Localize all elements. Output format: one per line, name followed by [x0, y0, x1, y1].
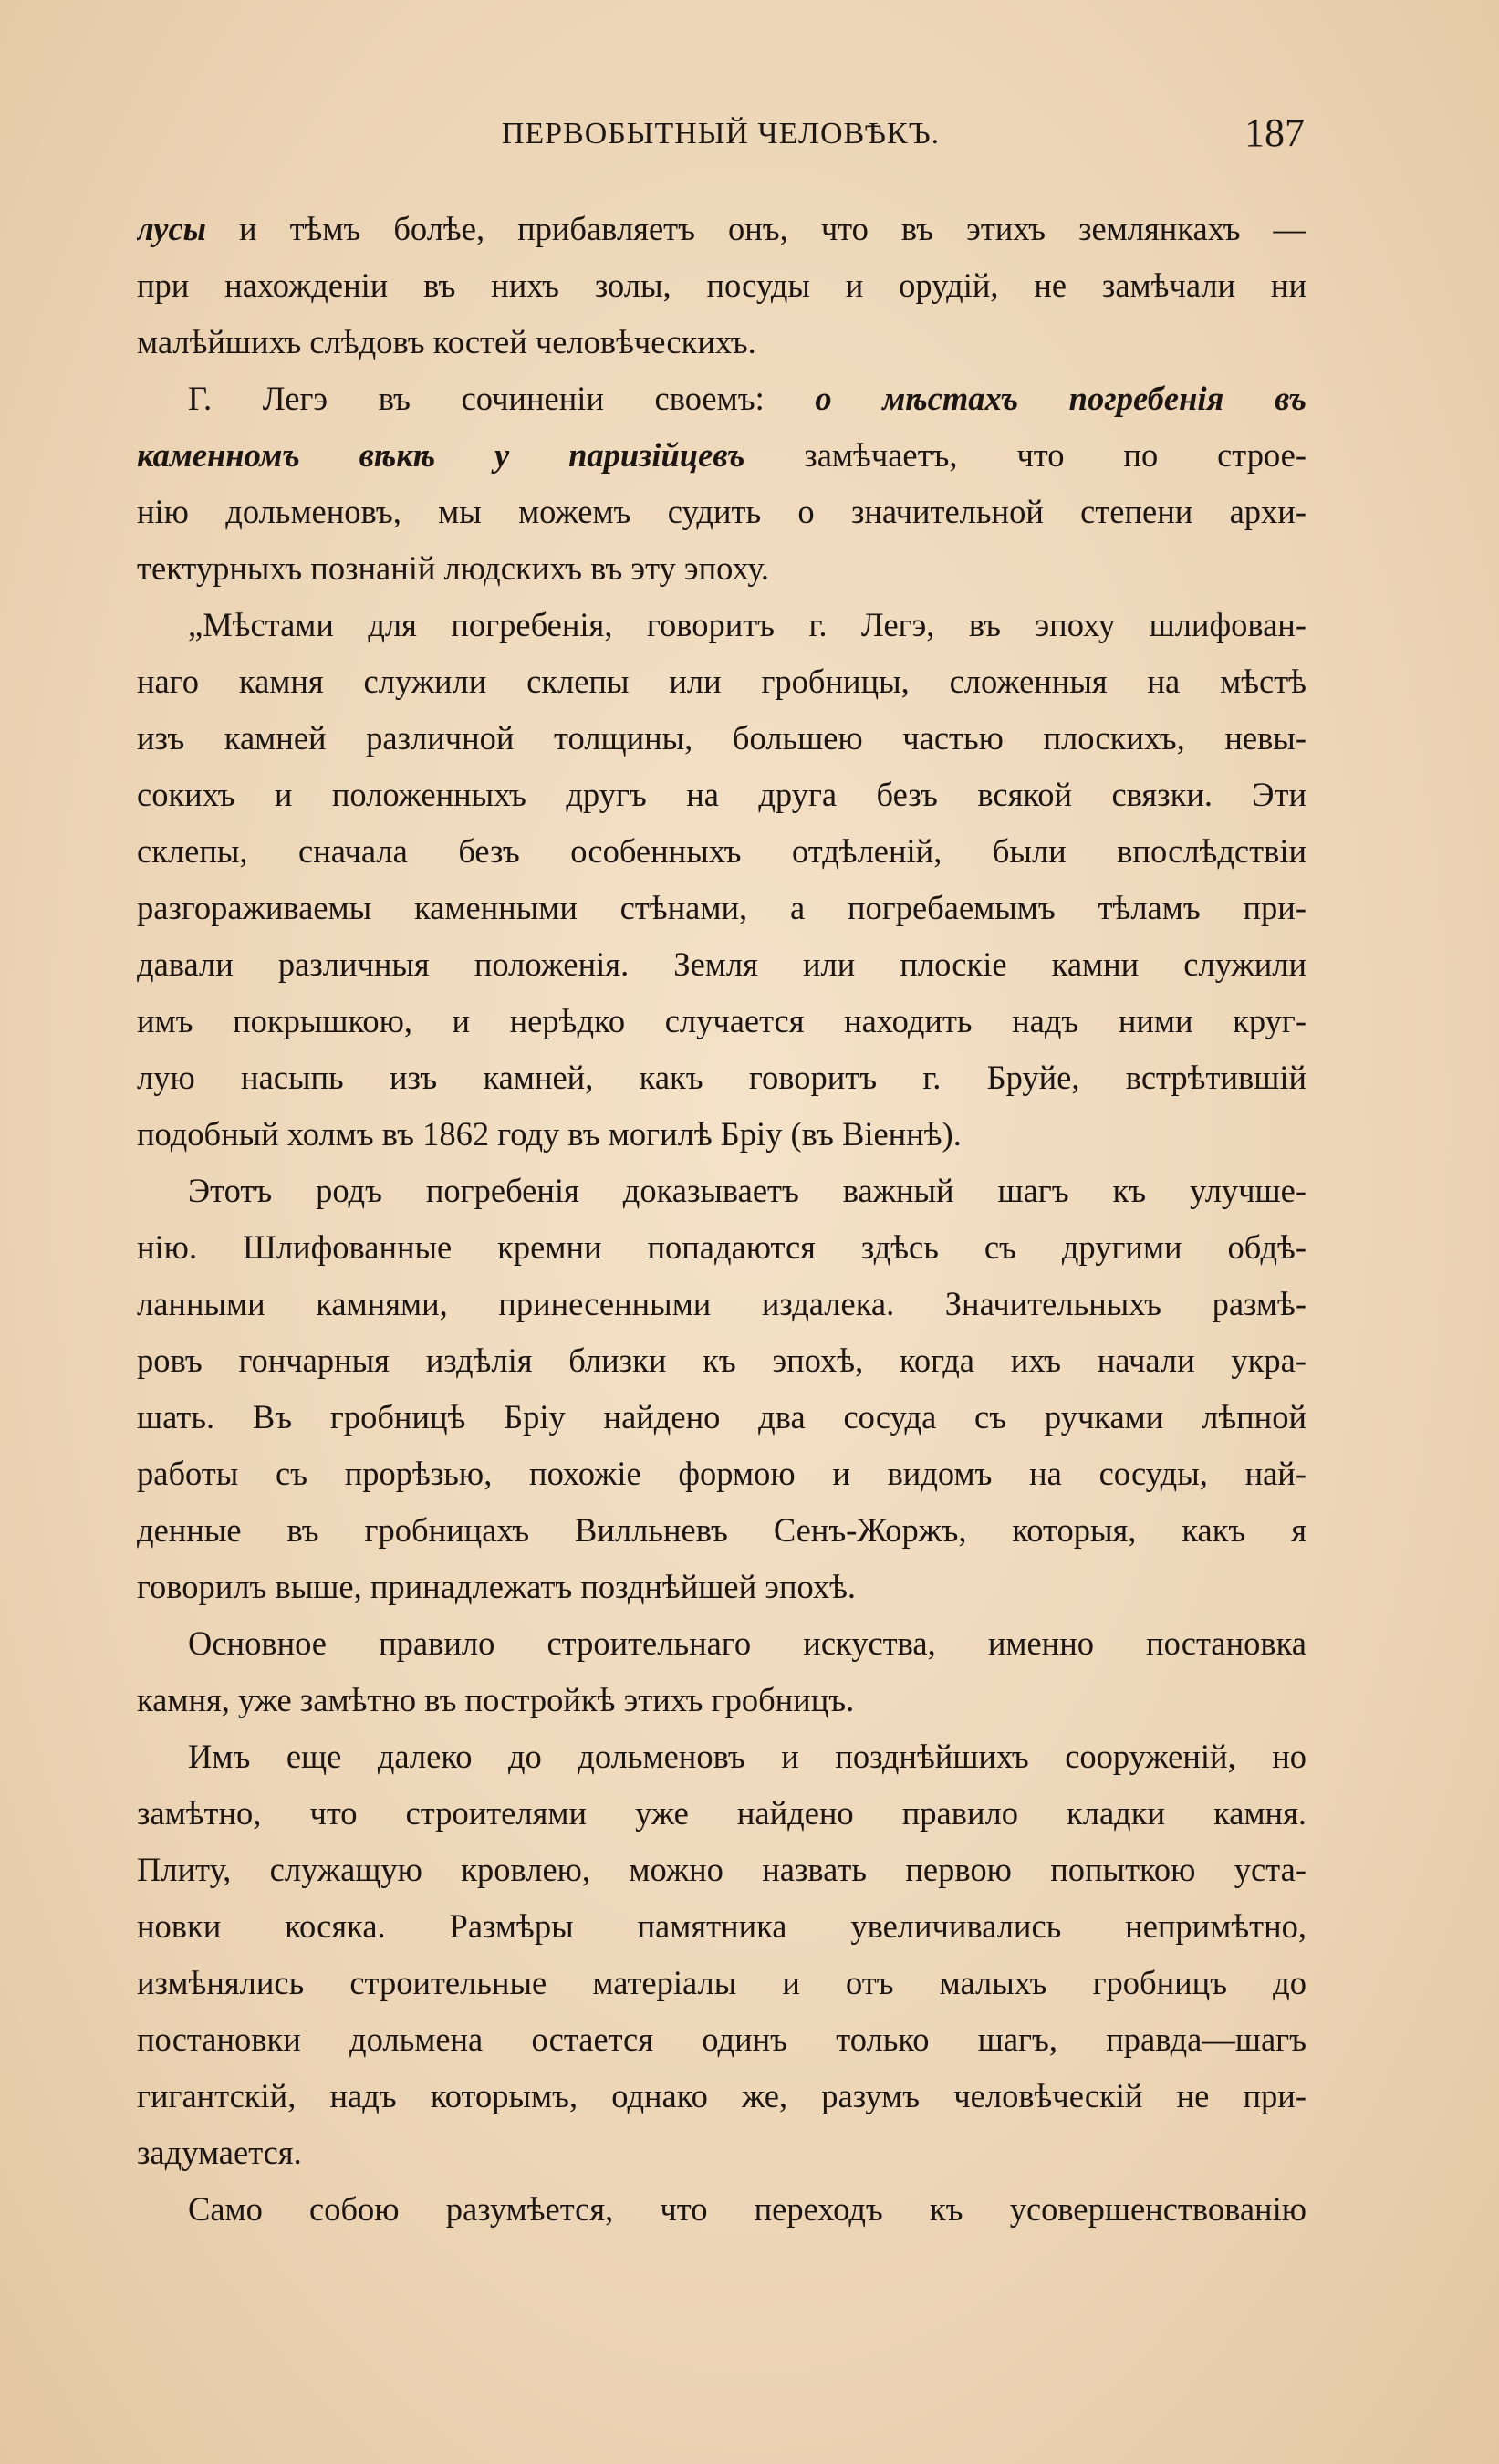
- text-line: [137, 1049, 1306, 1106]
- text-line: [137, 597, 1306, 653]
- text-line: [137, 1728, 1306, 1785]
- italic-text: о мѣстахъ погребенія въ: [815, 380, 1306, 417]
- text-segment: нію. Шлифованные кремни попадаются здѣсь съ другими обдѣ-: [137, 1228, 1306, 1266]
- paragraph: [137, 2181, 1306, 2238]
- text-segment: разгораживаемы каменными стѣнами, а погребаемымъ тѣламъ при-: [137, 889, 1306, 926]
- text-line: [137, 2068, 1306, 2125]
- text-line: [137, 993, 1306, 1049]
- text-line: [137, 2181, 1306, 2238]
- text-segment: при нахожденіи въ нихъ золы, посуды и орудій, не замѣчали ни: [137, 266, 1306, 304]
- text-line: [137, 371, 1306, 427]
- text-segment: наго камня служили склепы или гробницы, сложенныя на мѣстѣ: [137, 663, 1306, 700]
- text-segment: Само собою разумѣется, что переходъ къ усовершенствованію: [188, 2190, 1306, 2228]
- text-segment: Г. Легэ въ сочиненіи своемъ:: [188, 380, 816, 417]
- text-segment: имъ покрышкою, и нерѣдко случается находить надъ ними круг-: [137, 1002, 1306, 1039]
- text-line: [137, 1502, 1306, 1559]
- text-segment: изъ камней различной толщины, большею частью плоскихъ, невы-: [137, 719, 1306, 757]
- text-line: [137, 540, 1306, 597]
- text-segment: гигантскій, надъ которымъ, однако же, разумъ человѣческій не при-: [137, 2077, 1306, 2114]
- text-segment: подобный холмъ въ 1862 году въ могилѣ Бріу (въ Віеннѣ).: [137, 1115, 962, 1153]
- text-line: [137, 1163, 1306, 1219]
- text-segment: новки косяка. Размѣры памятника увеличивались непримѣтно,: [137, 1907, 1306, 1945]
- text-segment: измѣнялись строительные матеріалы и отъ малыхъ гробницъ до: [137, 1964, 1306, 2001]
- paragraph: [137, 201, 1306, 371]
- text-line: [137, 2011, 1306, 2068]
- text-line: [137, 427, 1306, 484]
- paragraph: [137, 1728, 1306, 2181]
- text-segment: задумается.: [137, 2134, 302, 2171]
- paragraph: [137, 371, 1306, 597]
- text-line: [137, 2125, 1306, 2181]
- text-segment: сокихъ и положенныхъ другъ на друга безъ всякой связки. Эти: [137, 776, 1306, 813]
- text-line: [137, 1842, 1306, 1898]
- text-segment: постановки дольмена остается одинъ только шагъ, правда—шагъ: [137, 2020, 1306, 2058]
- text-line: [137, 823, 1306, 880]
- text-line: [137, 1615, 1306, 1672]
- paragraph: [137, 1615, 1306, 1728]
- text-line: [137, 1559, 1306, 1615]
- text-segment: Плиту, служащую кровлею, можно назвать первою попыткою уста-: [137, 1851, 1306, 1888]
- running-title: ПЕРВОБЫТНЫЙ ЧЕЛОВѢКЪ.: [501, 117, 941, 151]
- text-segment: говорилъ выше, принадлежатъ позднѣйшей эпохѣ.: [137, 1568, 857, 1605]
- text-segment: Основное правило строительнаго искуства, именно постановка: [188, 1624, 1306, 1662]
- text-line: [137, 1446, 1306, 1502]
- body-text: [137, 201, 1306, 2238]
- page-header: [137, 110, 1305, 164]
- text-line: [137, 1955, 1306, 2011]
- text-segment: нію дольменовъ, мы можемъ судить о значительной степени архи-: [137, 493, 1306, 530]
- text-segment: замѣчаетъ, что по строе-: [744, 436, 1306, 474]
- text-segment: шать. Въ гробницѣ Бріу найдено два сосуда съ ручками лѣпной: [137, 1398, 1306, 1436]
- text-line: [137, 484, 1306, 540]
- text-line: [137, 653, 1306, 710]
- text-segment: и тѣмъ болѣе, прибавляетъ онъ, что въ этихъ землянкахъ —: [205, 210, 1306, 247]
- text-line: [137, 936, 1306, 993]
- text-segment: Имъ еще далеко до дольменовъ и позднѣйшихъ сооруженій, но: [188, 1738, 1306, 1775]
- paragraph: [137, 1163, 1306, 1615]
- text-segment: давали различныя положенія. Земля или плоскіе камни служили: [137, 945, 1306, 983]
- text-segment: ланными камнями, принесенными издалека. Значительныхъ размѣ-: [137, 1285, 1306, 1322]
- page-number: 187: [1244, 110, 1305, 155]
- italic-text: каменномъ вѣкѣ у паризійцевъ: [137, 436, 745, 474]
- text-line: [137, 880, 1306, 936]
- text-line: [137, 201, 1306, 257]
- text-line: [137, 1106, 1306, 1163]
- text-line: [137, 1898, 1306, 1955]
- text-segment: ровъ гончарныя издѣлія близки къ эпохѣ, когда ихъ начали укра-: [137, 1342, 1306, 1379]
- text-line: [137, 314, 1306, 371]
- text-line: [137, 1276, 1306, 1332]
- text-line: [137, 1219, 1306, 1276]
- text-line: [137, 257, 1306, 314]
- italic-text: лусы: [137, 210, 206, 247]
- text-segment: тектурныхъ познаній людскихъ въ эту эпоху.: [137, 549, 770, 587]
- text-line: [137, 1389, 1306, 1446]
- text-line: [137, 1785, 1306, 1842]
- text-segment: лую насыпь изъ камней, какъ говоритъ г. Бруйе, встрѣтившій: [137, 1059, 1306, 1096]
- text-segment: „Мѣстами для погребенія, говоритъ г. Легэ, въ эпоху шлифован-: [188, 606, 1306, 643]
- text-line: [137, 1672, 1306, 1728]
- paragraph: [137, 597, 1306, 1163]
- text-segment: Этотъ родъ погребенія доказываетъ важный шагъ къ улучше-: [188, 1172, 1306, 1209]
- text-line: [137, 1332, 1306, 1389]
- text-segment: малѣйшихъ слѣдовъ костей человѣческихъ.: [137, 323, 756, 360]
- text-segment: денные въ гробницахъ Вилльневъ Сенъ-Жоржъ, которыя, какъ я: [137, 1511, 1306, 1549]
- text-line: [137, 710, 1306, 767]
- text-segment: камня, уже замѣтно въ постройкѣ этихъ гробницъ.: [137, 1681, 855, 1718]
- text-line: [137, 767, 1306, 823]
- text-segment: склепы, сначала безъ особенныхъ отдѣленій, были впослѣдствіи: [137, 832, 1306, 870]
- text-segment: работы съ прорѣзью, похожіе формою и видомъ на сосуды, най-: [137, 1455, 1306, 1492]
- text-segment: замѣтно, что строителями уже найдено правило кладки камня.: [137, 1794, 1306, 1832]
